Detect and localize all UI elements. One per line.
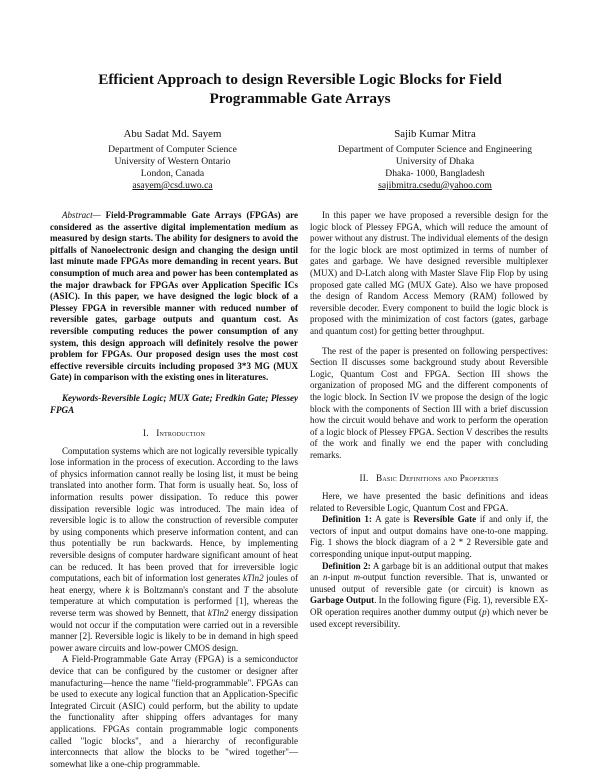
intro-paragraph-4: The rest of the paper is presented on following perspectives: Section II discusses some background study about Reversible Logic, Quantum Cost and FPGA. Section III shows the organization of proposed MG and the different components of the logic block. In Section IV we propose the design of the logic block with the components of Section III with a brief discussion how the circuit would behave and work to perform the operation of a logic block of Plessey FPGA. Section V describes the results of the work and finally we end the paper with concluding remarks.: [310, 345, 548, 460]
author-2-location: Dhaka- 1000, Bangladesh: [385, 168, 485, 179]
definition-2-text-b: -input: [327, 572, 354, 583]
math-t: T: [243, 584, 249, 595]
definition-2-label: Definition 2:: [322, 560, 371, 571]
math-m: m: [353, 572, 361, 583]
math-n: n: [322, 572, 328, 583]
left-column: [50, 210, 298, 770]
definition-2-text-d: . In the following figure (Fig. 1), reversible EX-OR operation requires another dummy output (: [310, 595, 548, 617]
definition-2-text-c: -output function reversible. That is, unwanted or unused output of reversible gate (or circuit) is known as: [310, 572, 549, 594]
keywords: Keywords-Reversible Logic; MUX Gate; Fredkin Gate; Plessey FPGA: [50, 392, 298, 415]
author-2-department: Department of Computer Science and Engineering: [337, 144, 533, 155]
paragraph-gap: [310, 338, 548, 346]
definitions-intro: Here, we have presented the basic definitions and ideas related to Reversible Logic, Quantum Cost and FPGA.: [310, 491, 548, 513]
section-1-numeral: I.: [142, 428, 149, 439]
author-2-name: Sajib Kumar Mitra: [394, 128, 476, 140]
author-2-email[interactable]: sajibmitra.csedu@yahoo.com: [378, 180, 492, 191]
abstract: [50, 210, 298, 384]
intro-paragraph-1: [50, 446, 298, 655]
section-2-heading: [310, 473, 548, 485]
section-1-title: Introduction: [156, 428, 206, 439]
author-1-email[interactable]: asayem@csd.uwo.ca: [132, 180, 213, 191]
intro-p1-text-d: the absolute temperature at which computation is performed [1], whereas the reverse term was showed by Bennett, that: [50, 584, 299, 618]
author-1-name: Abu Sadat Md. Sayem: [123, 128, 222, 140]
definition-1-term: Reversible Gate: [413, 514, 477, 525]
intro-p1-text-b: joules of heat energy, where: [50, 573, 299, 595]
section-1-heading: [50, 428, 298, 440]
author-2-block: [320, 128, 550, 192]
definition-1-text-a: A gate is: [371, 514, 414, 525]
math-ktln2-2: kTln2: [207, 608, 229, 618]
section-2-title: Basic Definitions and Properties: [376, 473, 499, 484]
abstract-text: Field-Programmable Gate Arrays (FPGAs) are considered as the assertive digital implementation medium as measured by design starts. The ability for designers to avoid the pitfalls of Nanoelectronic design and changing the design until last minute made FPGAs more demanding in recent years. But consumption of much area and power has been contemplated as the major drawback for FPGAs over Application Specific ICs (ASIC). In this paper, we have designed the logic block of a Plessey FPGA in reversible manner with reduced number of reversible gates, garbage outputs and quantum cost. As reversible computing reduces the power consumption of any system, this design approach will definitely resolve the power problem for FPGAs. Our proposed design uses the most cost effective reversible circuits including proposed 3*3 MG (MUX Gate) in comparison with the existing ones in literatures.: [50, 210, 298, 383]
math-ktln2-1: kTln2: [243, 573, 264, 584]
math-p: p: [482, 607, 487, 617]
paper-title: Efficient Approach to design Reversible Logic Blocks for Field Programmable Gate Arrays: [98, 71, 502, 107]
author-1-university: University of Western Ontario: [114, 156, 231, 167]
right-column: [310, 210, 548, 630]
definition-2-text-a: A garbage bit is an additional output that makes an: [310, 560, 549, 583]
definition-2: [310, 561, 548, 631]
intro-paragraph-2: A Field-Programmable Gate Array (FPGA) is a semiconductor device that can be configured by the customer or designer after manufacturing—hence the name "field-programmable". FPGAs can be used to execute any logical function that an Application-Specific Integrated Circuit (ASIC) could perform, but the ability to update the functionality after shipping offers advantages for many applications. FPGAs contain programmable logic components called "logic blocks", and a hierarchy of reconfigurable interconnects that allow the blocks to be "wired together"—somewhat like a one-chip programmable.: [50, 654, 298, 769]
author-1-block: [70, 128, 275, 192]
definition-1-text-b: if and only if, the vectors of input and output domains have one-to-one mapping. Fig. 1 shows the block diagram of a 2 * 2 Reversible gate and corresponding unique input-output mapping.: [310, 514, 548, 560]
definition-1: [310, 514, 548, 560]
intro-paragraph-3: In this paper we have proposed a reversible design for the logic block of Plessey FPGA, which will reduce the amount of power without any distrust. The individual elements of the design for the logic block are most optimized in terms of number of gates and garbage. We have designed reversible multiplexer (MUX) and D-Latch along with Master Slave Flip Flop by using proposed gate called MG (MUX Gate). Also we have proposed the design of Random Access Memory (RAM) followed by reversible decoder. Every component to build the logic block is proposed with the minimization of cost factors (gates, garbage and quantum cost) for getting better throughput.: [310, 210, 548, 336]
definition-2-text-e: ) which never be used except reversibility.: [310, 607, 548, 629]
definition-2-term: Garbage Output: [310, 595, 375, 606]
intro-p1-text-e: energy dissipation would not occur if the computation were carried out in a reversible manner [2]. Reversible logic is likely to be in demand in high speed power aware circuits and low-power CMOS design.: [50, 608, 299, 653]
abstract-label: Abstract—: [62, 210, 101, 220]
intro-p1-text-c: is Boltzmann's constant and: [129, 584, 244, 595]
math-k: k: [125, 584, 130, 595]
author-1-location: London, Canada: [140, 168, 205, 179]
intro-p1-text-a: Computation systems which are not logically reversible typically lose information in the process of execution. According to the laws of physics information cannot really be losing list, it must be being translated into another form. That form is usually heat. So, loss of information results power dissipation. To reduce this power dissipation reversible logic was introduced. The main idea of reversible logic is to allow the construction of reversible computer by using components which preserve information content, and can thus potentially be run backwards. Hence, by implementing reversible designs of computer hardware significant amount of heat can be reduced. It has been proved that for irreversible logic computations, each bit of information lost generates: [50, 445, 298, 584]
definition-1-label: Definition 1:: [322, 514, 372, 525]
section-2-numeral: II.: [359, 473, 369, 484]
author-1-department: Department of Computer Science: [108, 144, 237, 155]
author-2-university: University of Dhaka: [395, 156, 475, 167]
